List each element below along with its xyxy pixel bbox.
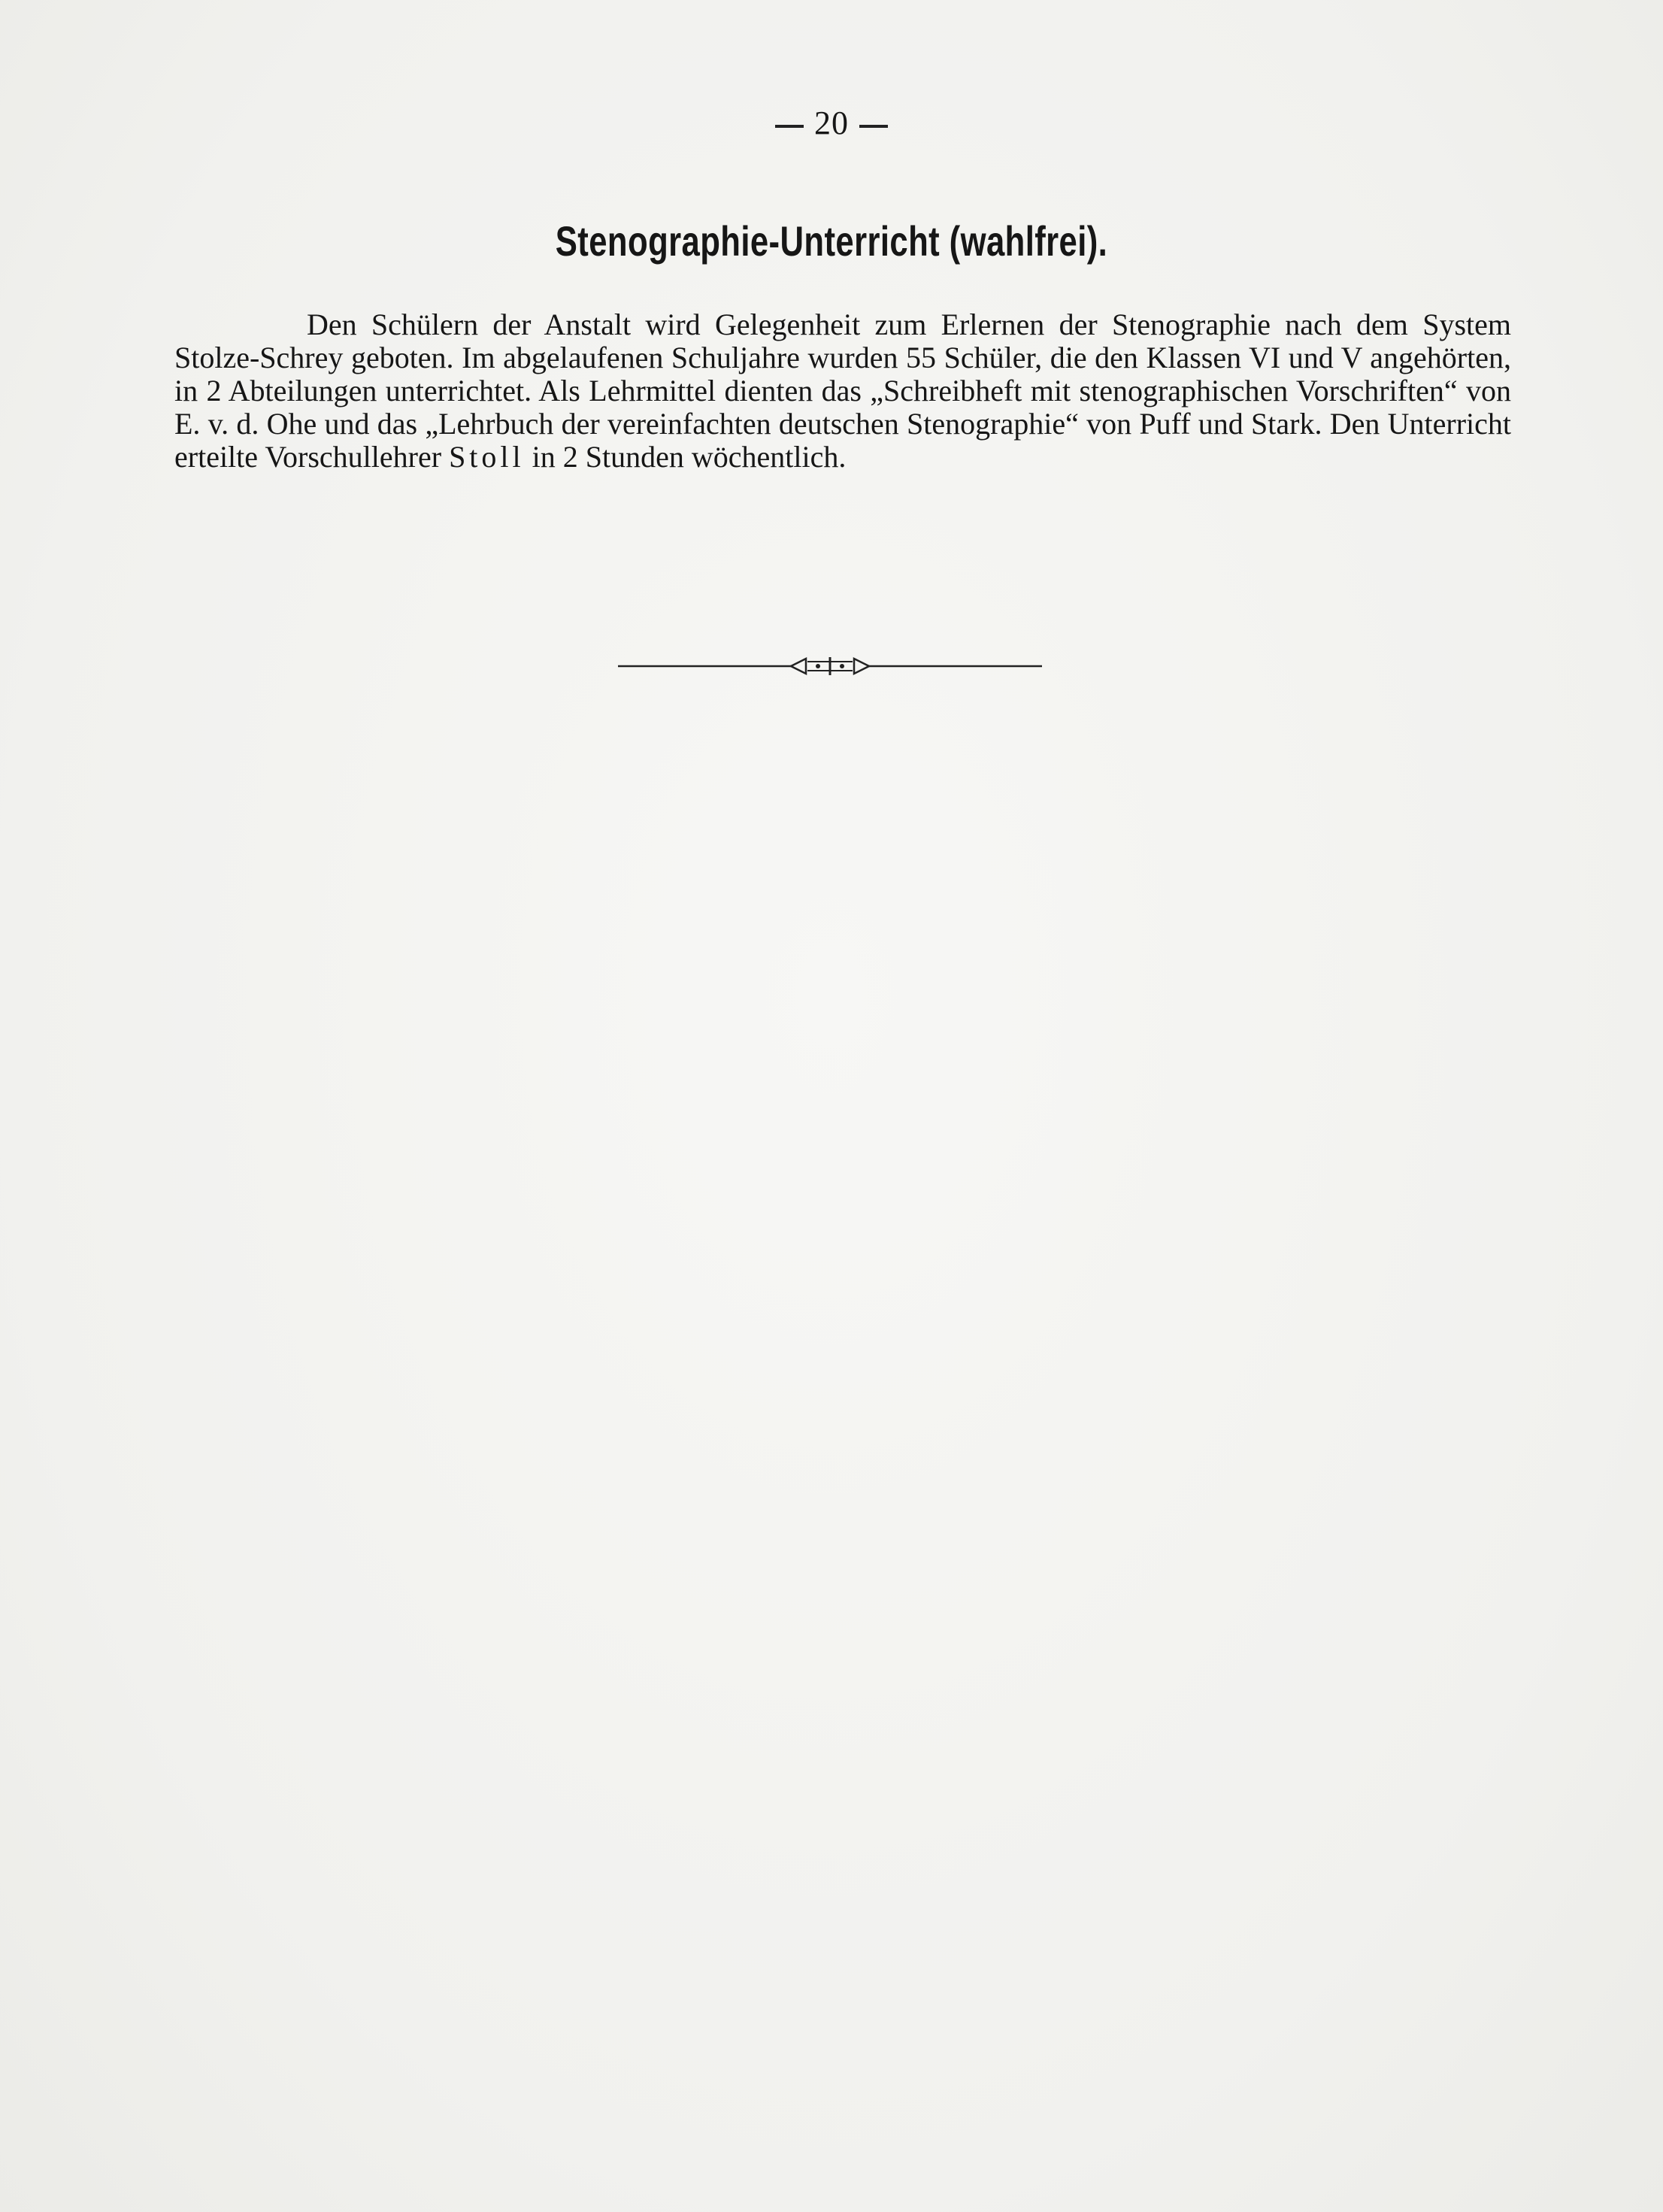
section-title: Stenographie-Unterricht (wahlfrei). (555, 217, 1108, 265)
dash-left (775, 125, 804, 128)
ornament-divider (618, 653, 1042, 680)
teacher-name: Stoll (449, 440, 525, 474)
paragraph-end: in 2 Stunden wöchentlich. (524, 440, 847, 474)
body-paragraph (174, 308, 1511, 474)
page-number-text: 20 (814, 105, 849, 141)
paragraph-text: Den Schülern der Anstalt wird Gelegenheit zum Erlernen der Stenographie nach dem System Stolze-Schrey geboten. Im abgelaufenen Schuljahre wurden 55 Schüler, die den Klassen VI und V angehörten, in 2 Abteilungen unterrichtet. Als Lehrmittel dienten das „Schreibheft mit stenographischen Vorschriften“ von E. v. d. Ohe und das „Lehrbuch der vereinfachten deutschen Stenographie“ von Puff und Stark. Den Unterricht erteilte Vorschullehrer (174, 308, 1511, 474)
page-number (0, 104, 1663, 142)
dash-right (859, 125, 888, 128)
